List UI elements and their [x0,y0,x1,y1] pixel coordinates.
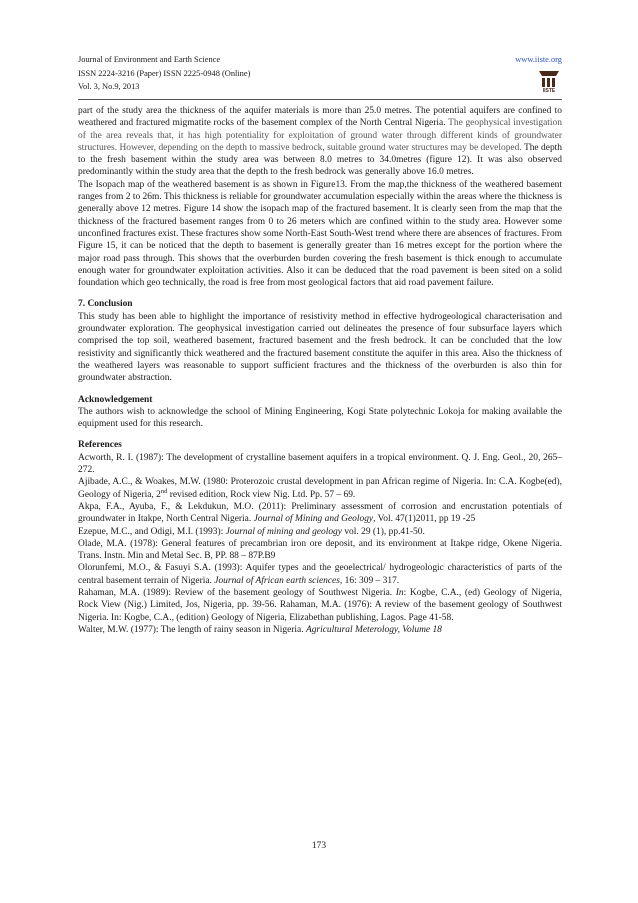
reference-item: Ezepue, M.C., and Odigi, M.I. (1993): Journal of mining and geology vol. 29 (1), pp.41-50. [78,526,425,537]
article-body [78,105,562,636]
journal-title: Journal of Environment and Earth Science [78,55,221,64]
logo-text: IISTE [542,88,556,93]
journal-url-link[interactable]: www.iiste.org [515,55,562,64]
reference-item: Acworth, R. I. (1987): The development of crystalline basement aquifers in a tropical environment. Q. J. Eng. Geol., 20, 265–272. [78,452,562,476]
reference-item: Olade, M.A. (1978): General features of precambrian iron ore deposit, and its environment at Itakpe ridge, Okene Nigeria. Trans. Instn. Min and Metal Sec. B, PP. 88 – 87P.B9 [78,538,562,562]
paragraph-1: part of the study area the thickness of the aquifer materials is more than 25.0 metres. The potential aquifers are confined to weathered and fractured migmatite rocks of the basement complex of the North Central Nigeria. The geophysical investigation of the area reveals that, it has high potentiality for exploitation of ground water through different kinds of groundwater structures. However, depending on the depth to massive bedrock, suitable ground water structures may be developed. The depth to the fresh basement within the study area was between 8.0 metres to 34.0metres (figure 12). It was also observed predominantly within the study area that the depth to the fresh bedrock was generally above 16.0 metres. [78,106,563,178]
iiste-logo [536,67,562,93]
page-header [78,53,562,99]
header-rule [78,99,562,100]
volume-line: Vol. 3, No.9, 2013 [78,82,140,91]
conclusion-paragraph: This study has been able to highlight the importance of resistivity method in effective hydrogeological characterisation and groundwater exploration. The geophysical investigation carried out delineates the presence of four subsurface layers which comprised the top soil, weathered basement, fractured basement and the fresh bedrock. It can be concluded that the low resistivity and significantly thick weathered and the fractured basement constitute the aquifer in this area. Also the thickness of the weathered layers was reasonable to support sufficient fractures and the thickness of the overburden is also thin for groundwater abstraction. [78,311,562,384]
issn-line: ISSN 2224-3216 (Paper) ISSN 2225-0948 (Online) [78,68,251,78]
reference-item: Walter, M.W. (1977): The length of rainy season in Nigeria. Agricultural Meterology, Volume 18 [78,624,442,635]
reference-item: Olorunfemi, M.O., & Fasuyi S.A. (1993): Aquifer types and the geoelectrical/ hydrogeologic characteristics of parts of the central basement terrain of Nigeria. Journal of African earth sciences, 16: 309 – 317. [78,563,562,586]
reference-item: Akpa, F.A., Ayuba, F., & Lekdukun, M.O. (2011): Preliminary assessment of corrosion and encrustation potentials of groundwater in Itakpe, North Central Nigeria. Journal of Mining and Geology, Vol. 47(1)2011, pp 19 -25 [78,501,562,525]
acknowledgement-heading: Acknowledgement [78,394,153,405]
reference-item: Ajibade, A.C., & Woakes, M.W. (1980: Proterozoic crustal development in pan African regime of Nigeria. In: C.A. Kogbe(ed), Geology of Nigeria, 2nd revised edition, Rock view Nig. Ltd. Pp. 57 – 69. [78,477,562,500]
page-number: 173 [311,841,327,851]
reference-item: Rahaman, M.A. (1989): Review of the basement geology of Southwest Nigeria. In: Kogbe, C.A., (ed) Geology of Nigeria, Rock View (Nig.) Limited, Jos, Nigeria, pp. 39-56. Rahaman, M.A. (1976): A review of the basement geology of Southwest Nigeria. In: Kogbe, C.A., (edition) Geology of Nigeria, Elizabethan publishing, Lagos. Page 41-58. [78,587,562,623]
acknowledgement-paragraph: The authors wish to acknowledge the school of Mining Engineering, Kogi State polytechnic Lokoja for making available the equipment used for this research. [78,406,562,430]
conclusion-heading: 7. Conclusion [78,299,133,310]
paragraph-2: The Isopach map of the weathered basement is as shown in Figure13. From the map,the thickness of the weathered basement ranges from 2 to 26m. This thickness is reliable for groundwater accumulation especially within the areas where the thickness is generally above 12 metres. Figure 14 show the isopach map of the fractured basement. It is clearly seen from the map that the thickness of the fractured basement ranges from 0 to 26 meters which are confined within to the study area. However some unconfined fractures exist. These fractures show some North-East South-West trend where there are absences of fractures. From Figure 15, it can be noticed that the depth to basement is generally greater than 16 metres except for the portion where the major road pass through. This shows that the overburden burden covering the fresh basement is thick enough to accumulate enough water for groundwater exploitation activities. Also it can be deduced that the road pavement is been sited on a solid foundation which geo technically, the road is free from most geological factors that aid road pavement failure. [78,179,562,289]
references-heading: References [78,440,122,451]
